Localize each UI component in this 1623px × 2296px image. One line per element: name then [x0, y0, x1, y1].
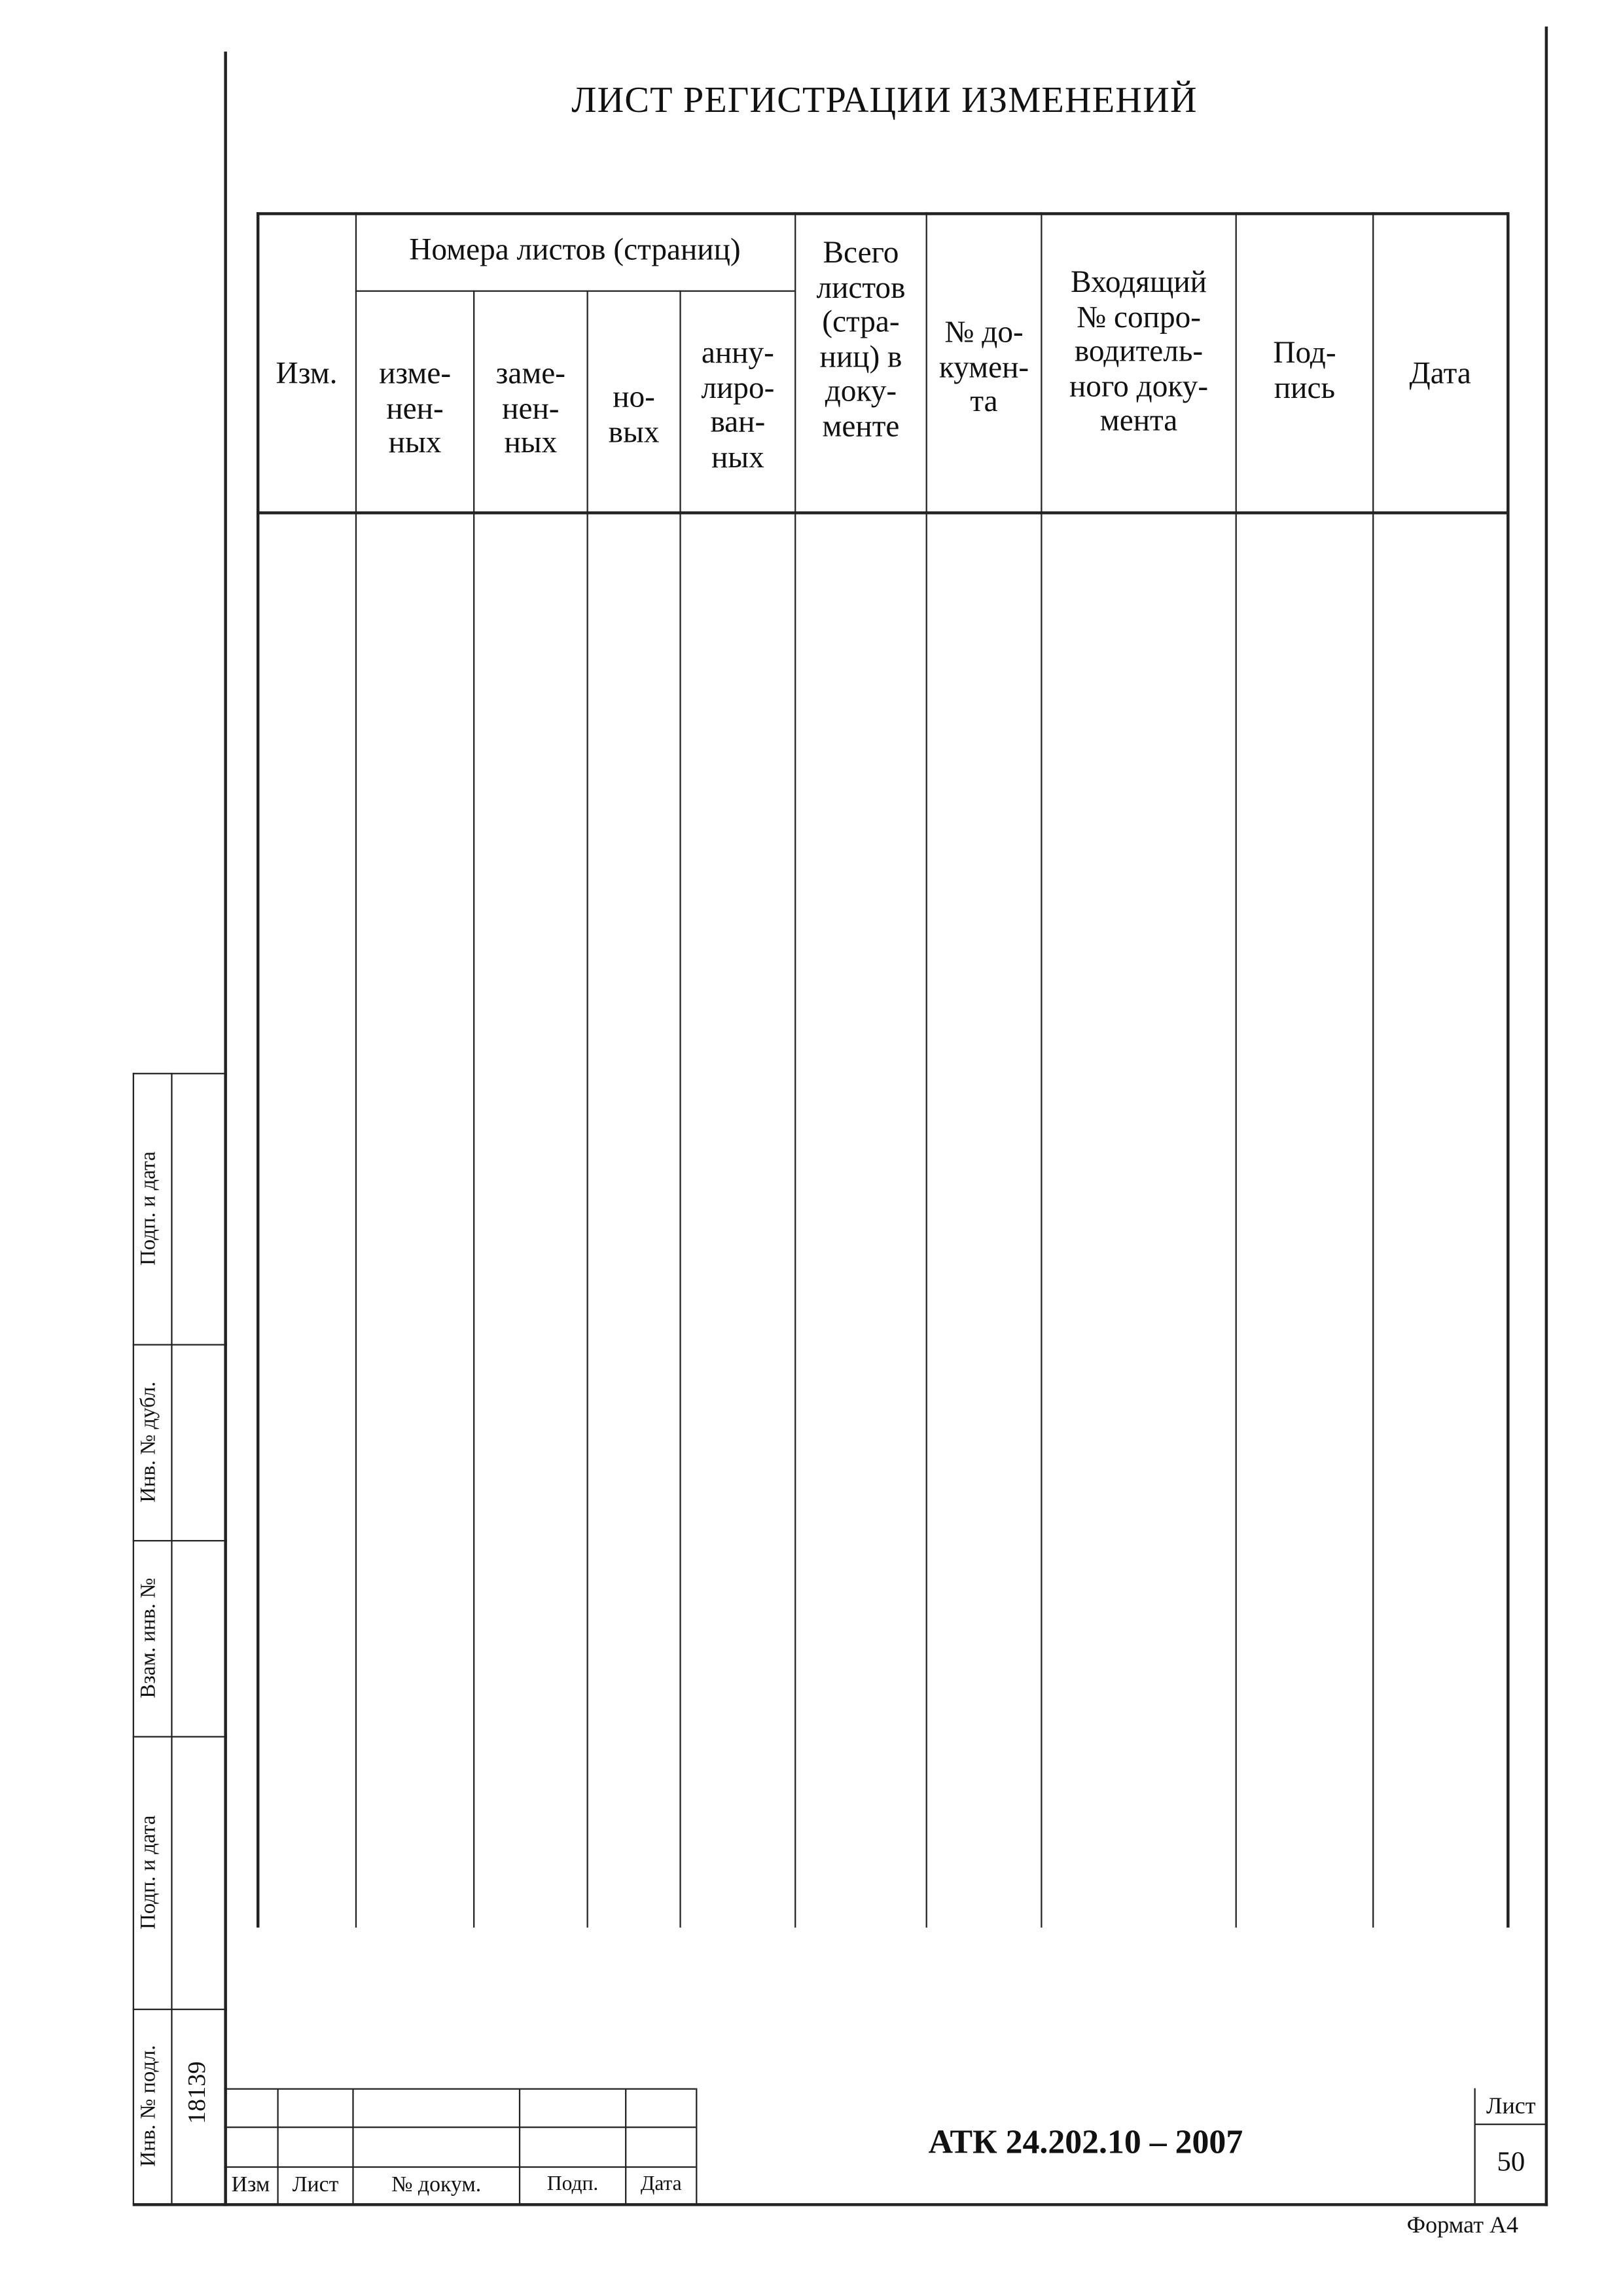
stamp-inv-podl: Инв. № подл.	[137, 2045, 161, 2167]
header-sheet-numbers: Номера листов (страниц)	[409, 231, 741, 267]
stamp-inv-podl-value: 18139	[183, 2061, 211, 2125]
header-date: Дата	[1409, 355, 1471, 391]
tb-izm-label: Изм	[231, 2174, 270, 2198]
header-annulled: анну- лиро- ван- ных	[701, 334, 775, 474]
stamp-vzam-inv: Взам. инв. №	[137, 1577, 161, 1698]
document-code: АТК 24.202.10 – 2007	[928, 2123, 1243, 2161]
header-total-sheets: Всего листов (стра- ниц) в доку- менте	[816, 234, 906, 443]
page-title: ЛИСТ РЕГИСТРАЦИИ ИЗМЕНЕНИЙ	[571, 81, 1198, 121]
tb-podp-label: Подп.	[546, 2174, 599, 2196]
stamp-inv-dubl: Инв. № дубл.	[137, 1381, 161, 1503]
header-doc-number: № до- кумен- та	[938, 314, 1029, 419]
header-new: но- вых	[608, 378, 660, 449]
stamp-podp-data-2: Подп. и дата	[137, 1815, 161, 1929]
header-izm: Изм.	[276, 355, 338, 391]
header-changed: изме- нен- ных	[379, 355, 452, 460]
header-replaced: заме- нен- ных	[495, 355, 566, 460]
tb-sheet-label: Лист	[1486, 2094, 1536, 2119]
format-label: Формат А4	[1406, 2213, 1519, 2239]
tb-doc-number-label: № докум.	[391, 2174, 482, 2198]
stamp-podp-data-1: Подп. и дата	[137, 1151, 161, 1266]
header-incoming-doc: Входящий № сопро- водитель- ного доку- мента	[1069, 264, 1209, 438]
tb-date-label: Дата	[640, 2174, 682, 2196]
tb-sheet-number: 50	[1497, 2147, 1525, 2178]
tb-list-label: Лист	[292, 2174, 339, 2198]
header-signature: Под- пись	[1273, 334, 1336, 405]
